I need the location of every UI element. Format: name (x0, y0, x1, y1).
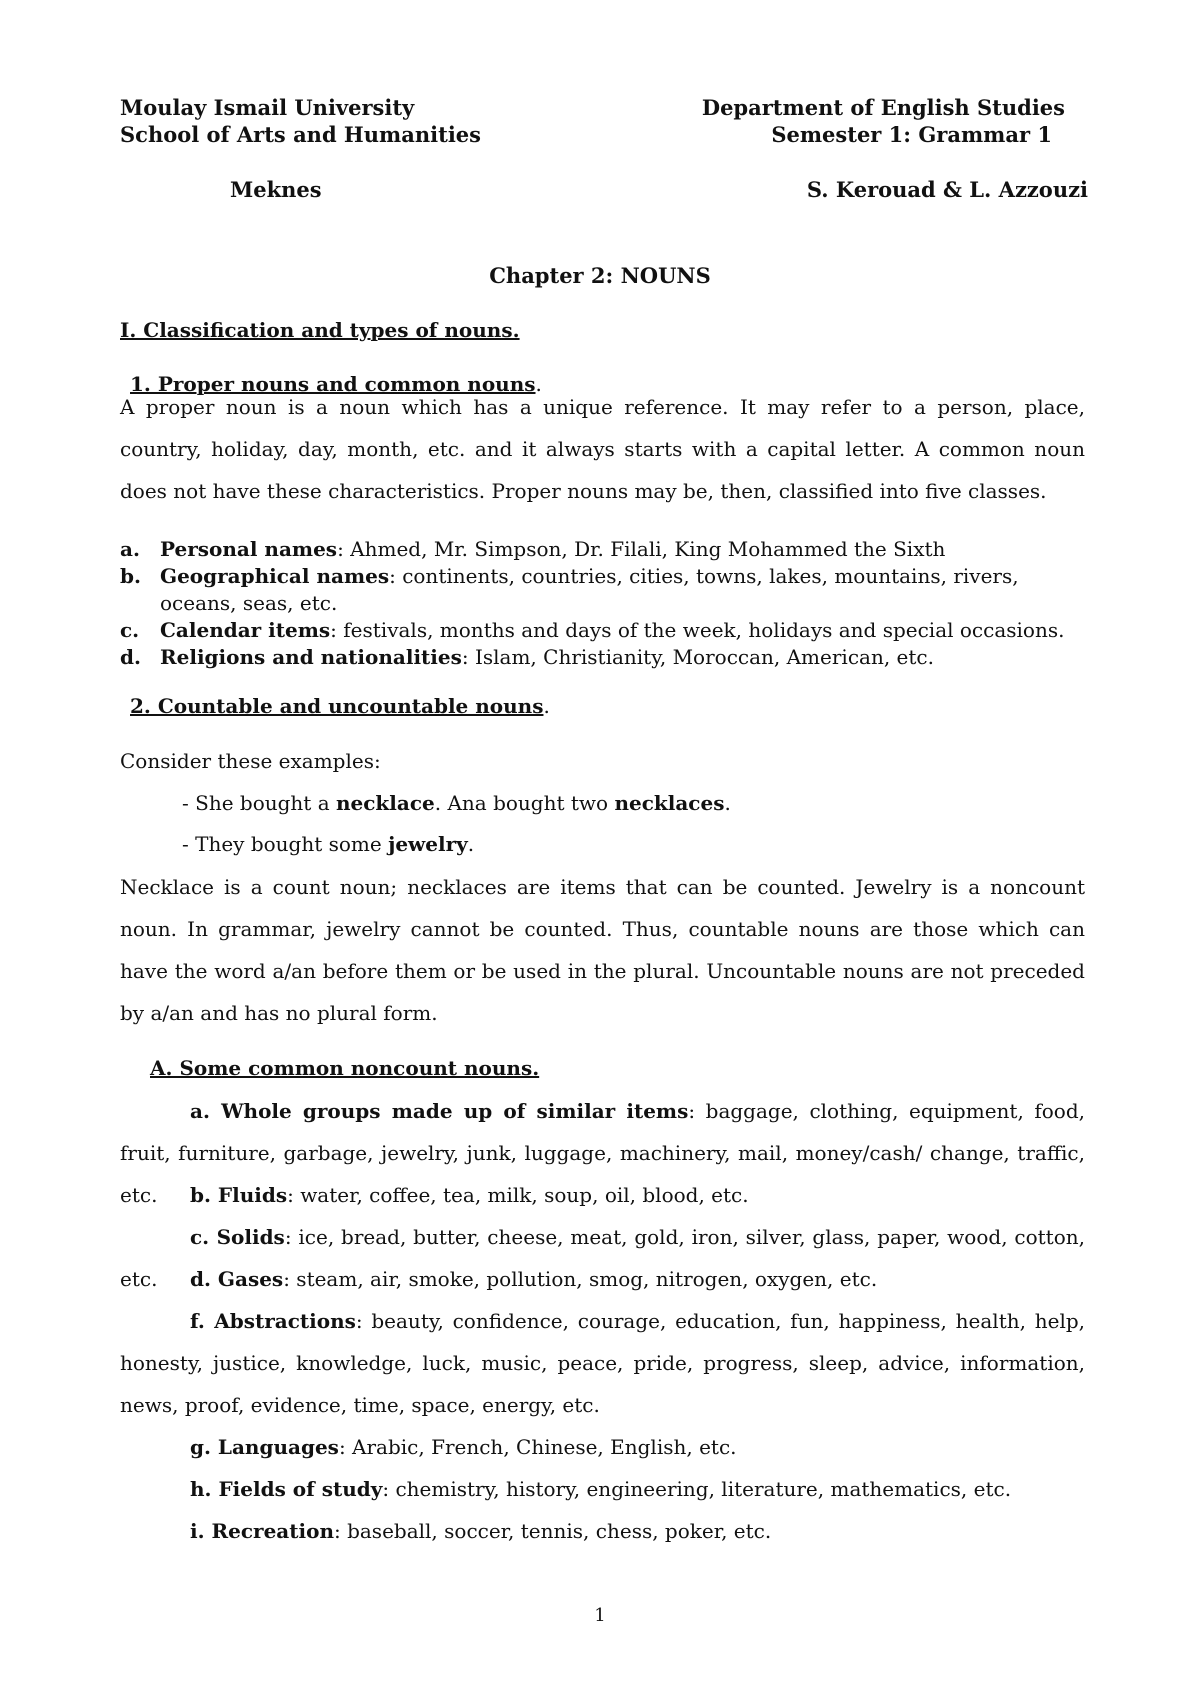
list-marker: b. (120, 564, 141, 588)
list-item (120, 644, 1085, 671)
noncount-term: g. Languages (190, 1435, 339, 1459)
list-item (120, 536, 1085, 563)
noncount-term: c. Solids (190, 1225, 285, 1249)
noncount-text: : baggage, clothing, equipment, food, fruit, furniture, garbage, jewelry, junk, luggage, machinery, mail, money/cash/ change, traffic, etc. (120, 1099, 1086, 1207)
noncount-term: i. Recreation (190, 1519, 334, 1543)
noncount-item (120, 1174, 1085, 1216)
department-name: Department of English Studies (701, 95, 1065, 120)
noncount-item (120, 1468, 1085, 1510)
school-name: School of Arts and Humanities (120, 122, 481, 147)
example-1 (182, 789, 731, 817)
noncount-text: : chemistry, history, engineering, literature, mathematics, etc. (382, 1477, 1012, 1501)
noncount-item (120, 1510, 1085, 1552)
list-term: Personal names (160, 537, 338, 561)
example-text: - She bought a (182, 791, 336, 815)
noncount-text: : ice, bread, butter, cheese, meat, gold, iron, silver, glass, paper, wood, cotton, etc. (120, 1225, 1085, 1291)
subsection-2-title: 2. Countable and uncountable nouns (130, 694, 544, 718)
semester-label: Semester 1: Grammar 1 (771, 122, 1052, 147)
countable-paragraph: Necklace is a count noun; necklaces are items that can be counted. Jewelry is a noncount noun. In grammar, jewelry cannot be counted. Thus, countable nouns are those which can have the word a/an before them or be used in the plural. Uncountable nouns are not preceded by a/an and has no plural form. (120, 875, 1085, 1025)
example-text: . (724, 791, 731, 815)
noncount-text: : water, coffee, tea, milk, soup, oil, blood, etc. (287, 1183, 749, 1207)
proper-nouns-paragraph: A proper noun is a noun which has a unique reference. It may refer to a person, place, country, holiday, day, month, etc. and it always starts with a capital letter. A common noun does not have these characteristics. Proper nouns may be, then, classified into five classes. (120, 395, 1085, 503)
subsection-1-title: 1. Proper nouns and common nouns (130, 372, 536, 396)
section-title: I. Classification and types of nouns. (120, 318, 520, 342)
list-text: : Islam, Christianity, Moroccan, American, etc. (461, 645, 934, 669)
subsection-2-title-end: . (543, 694, 550, 718)
page-number: 1 (594, 1605, 606, 1626)
list-marker: d. (120, 645, 141, 669)
authors: S. Kerouad & L. Azzouzi (806, 177, 1088, 202)
example-2 (182, 830, 474, 858)
noncount-term: d. Gases (190, 1267, 284, 1291)
list-text: : Ahmed, Mr. Simpson, Dr. Filali, King Mohammed the Sixth (337, 537, 946, 561)
noncount-term: h. Fields of study (190, 1477, 383, 1501)
noncount-item (120, 1258, 1085, 1300)
noncount-text: : steam, air, smoke, pollution, smog, nitrogen, oxygen, etc. (283, 1267, 878, 1291)
example-text: . (467, 832, 475, 856)
noncount-term: f. Abstractions (190, 1309, 356, 1333)
list-text: : festivals, months and days of the week, holidays and special occasions. (330, 618, 1065, 642)
list-text: : continents, countries, cities, towns, lakes, mountains, rivers, oceans, seas, etc. (160, 564, 1019, 615)
subsection-1-title-end: . (535, 372, 542, 396)
list-term: Religions and nationalities (160, 645, 462, 669)
proper-nouns-list (120, 536, 1085, 671)
list-marker: c. (120, 618, 140, 642)
list-term: Calendar items (160, 618, 331, 642)
noncount-item (120, 1300, 1085, 1426)
example-text: . Ana bought two (434, 791, 615, 815)
example-keyword: necklace (335, 791, 435, 815)
city-name: Meknes (230, 177, 322, 202)
chapter-title: Chapter 2: NOUNS (489, 263, 711, 288)
noncount-term: a. Whole groups made up of similar items (190, 1099, 689, 1123)
example-keyword: necklaces (614, 791, 725, 815)
noncount-text: : Arabic, French, Chinese, English, etc. (338, 1435, 737, 1459)
noncount-term: b. Fluids (190, 1183, 288, 1207)
university-name: Moulay Ismail University (120, 95, 415, 120)
example-keyword: jewelry (388, 832, 468, 856)
consider-line: Consider these examples: (120, 749, 381, 773)
subsection-a-title: A. Some common noncount nouns. (150, 1056, 540, 1080)
list-item (120, 563, 1085, 617)
list-term: Geographical names (160, 564, 390, 588)
list-marker: a. (120, 537, 140, 561)
noncount-item (120, 1426, 1085, 1468)
noncount-text: : beauty, confidence, courage, education, fun, happiness, health, help, honesty, justice, knowledge, luck, music, peace, pride, progress, sleep, advice, information, news, proof, evidence, time, space, energy, etc. (120, 1309, 1086, 1417)
example-text: - They bought some (182, 832, 389, 856)
list-item (120, 617, 1085, 644)
noncount-text: : baseball, soccer, tennis, chess, poker, etc. (333, 1519, 772, 1543)
subsection-2-heading (130, 692, 550, 720)
